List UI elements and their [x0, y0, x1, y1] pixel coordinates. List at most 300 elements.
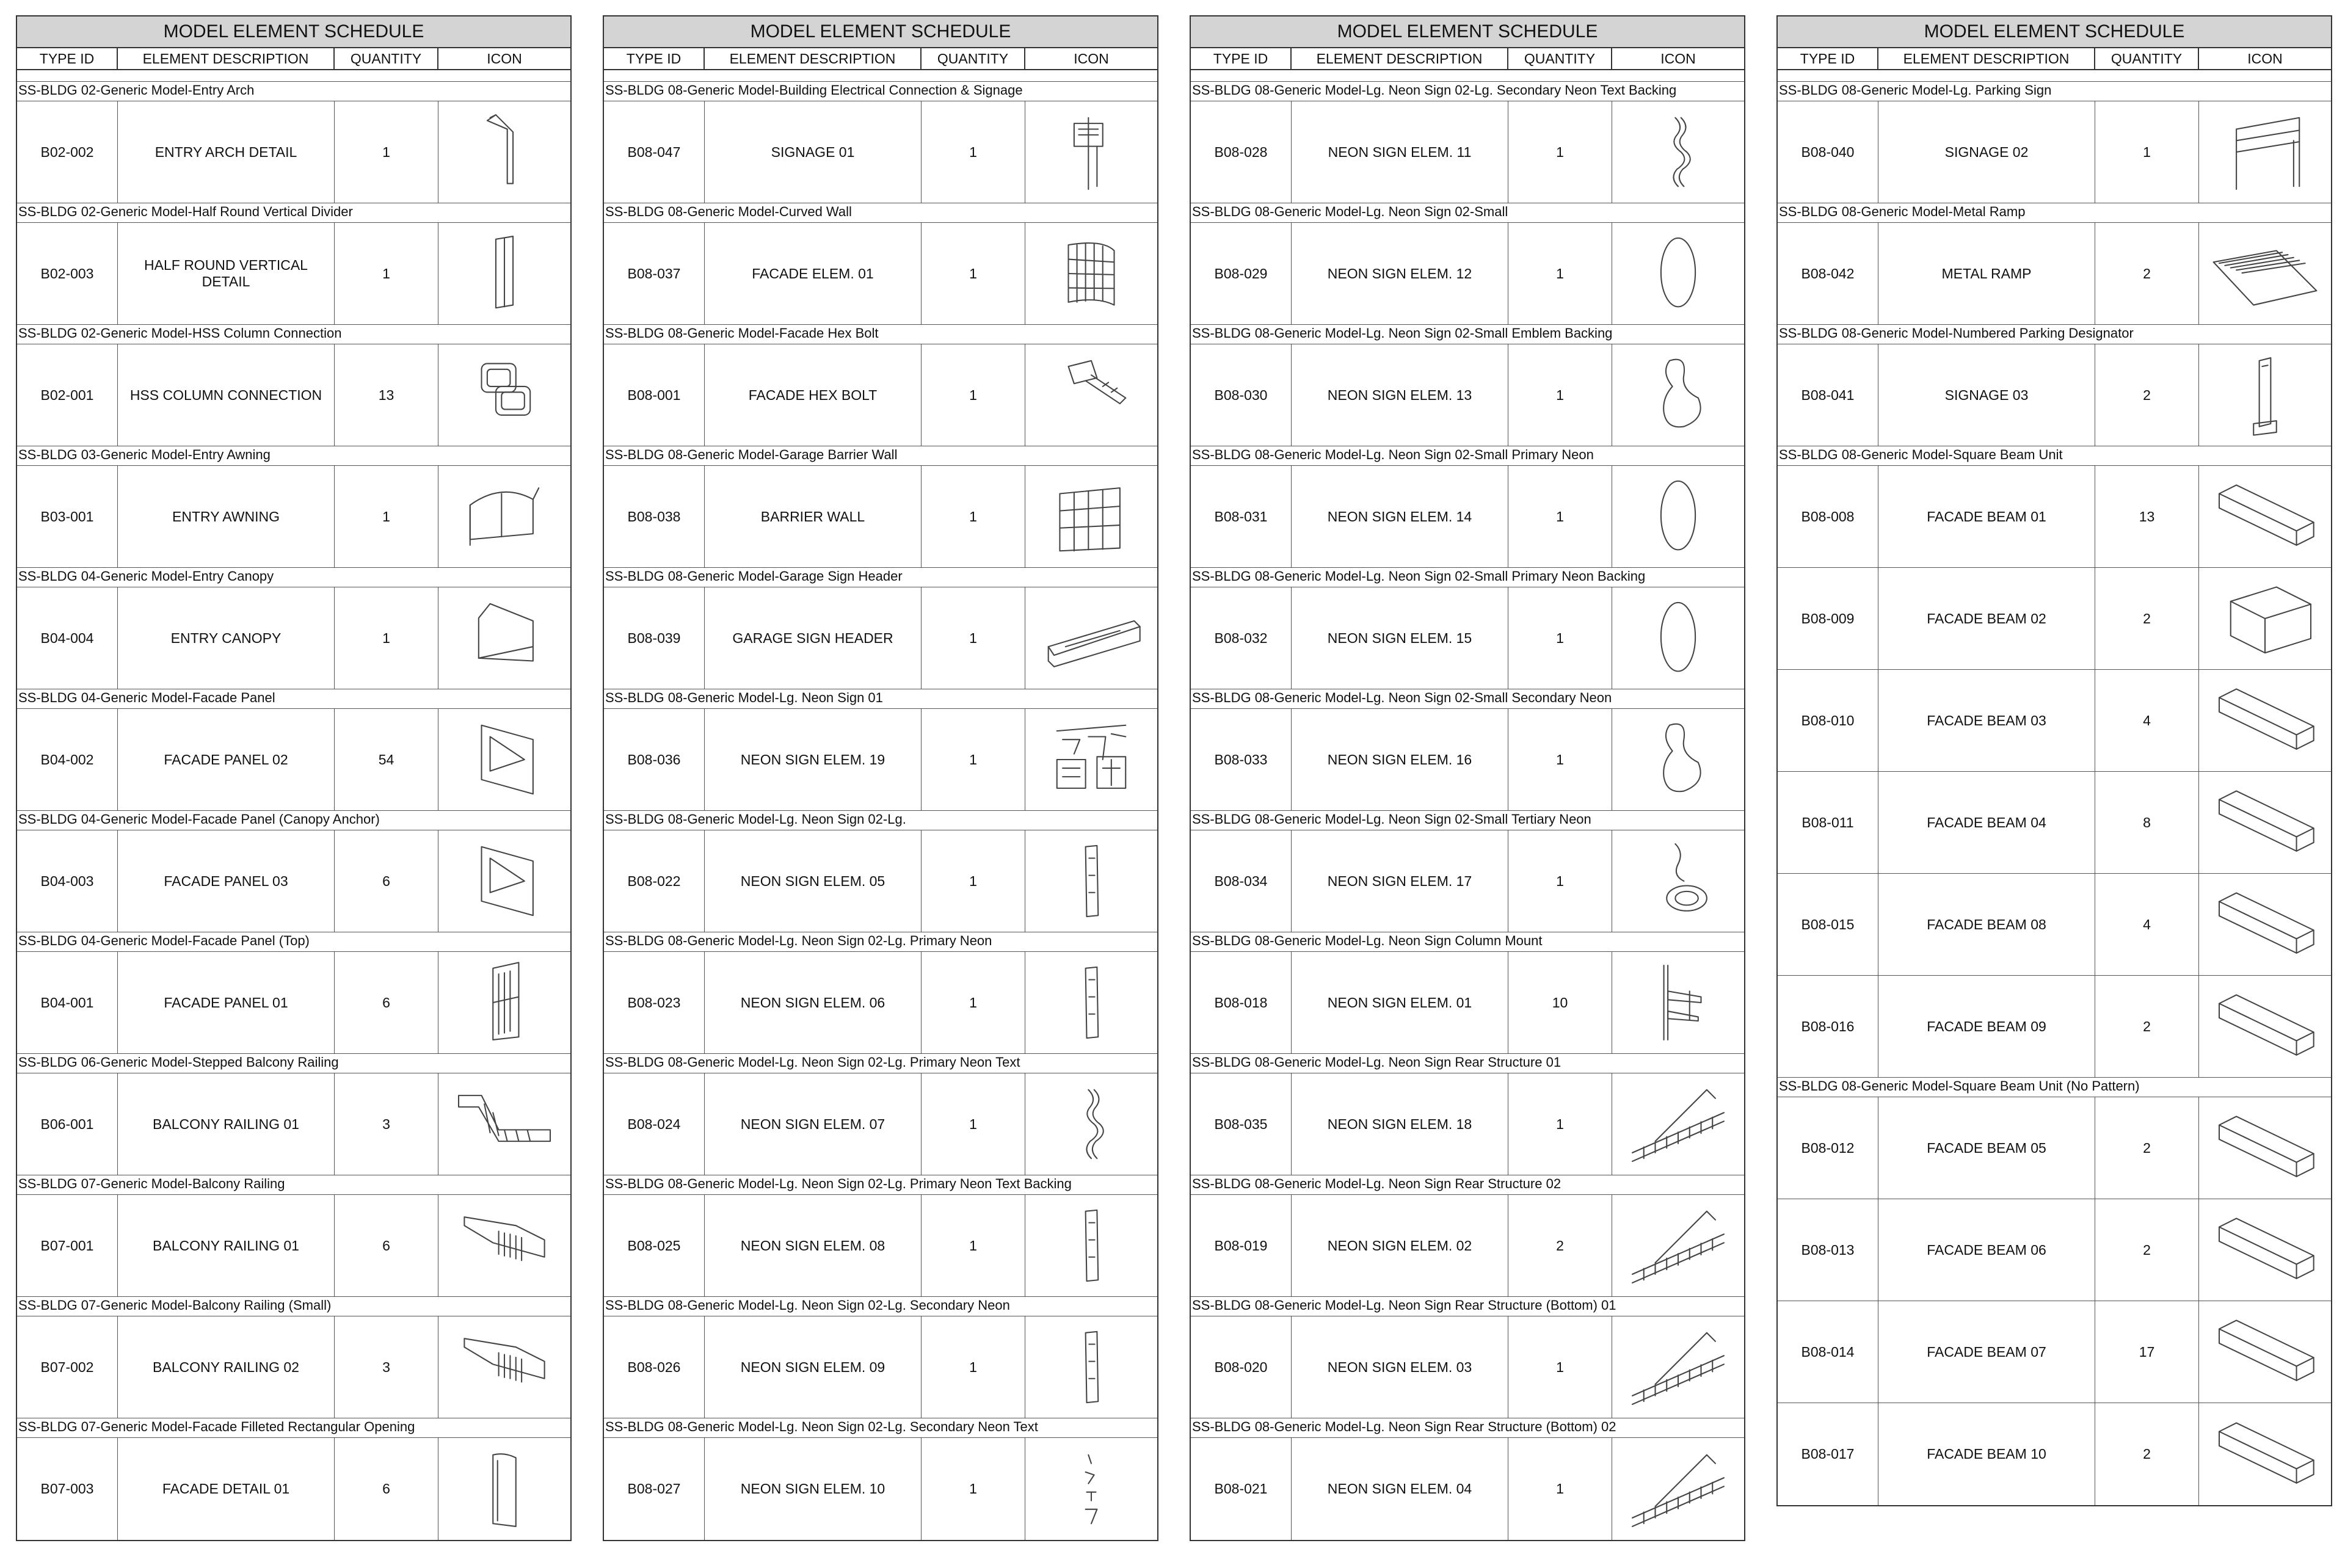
table-row[interactable]	[1778, 223, 2331, 325]
quantity-cell: 6	[335, 1195, 438, 1296]
description-cell: FACADE BEAM 04	[1878, 772, 2095, 873]
quantity-cell: 17	[2095, 1301, 2199, 1403]
type-id-cell: B08-038	[604, 466, 705, 567]
table-row[interactable]	[1191, 223, 1744, 325]
quantity-cell: 4	[2095, 670, 2199, 771]
table-row[interactable]	[17, 1195, 570, 1297]
icon-cell	[2199, 1097, 2331, 1199]
neon-emblem-icon	[1617, 714, 1739, 805]
column-header-row	[604, 48, 1157, 70]
quantity-cell: 2	[2095, 344, 2199, 446]
type-id-cell: B08-011	[1778, 772, 1878, 873]
icon-cell	[438, 830, 570, 932]
beam-icon	[2204, 981, 2326, 1072]
quantity-cell: 1	[335, 101, 438, 203]
stepped-railing-icon	[443, 1078, 565, 1170]
table-row[interactable]	[17, 587, 570, 689]
quantity-cell: 1	[922, 587, 1025, 689]
icon-cell	[438, 952, 570, 1053]
table-row[interactable]	[1778, 772, 2331, 874]
group-label: SS-BLDG 08-Generic Model-Square Beam Unit (No Pattern)	[1778, 1078, 2331, 1097]
type-id-cell: B07-001	[17, 1195, 118, 1296]
description-cell: FACADE ELEM. 01	[705, 223, 922, 324]
quantity-cell: 1	[922, 952, 1025, 1053]
table-row[interactable]	[1778, 568, 2331, 670]
table-row[interactable]	[604, 587, 1157, 689]
type-id-cell: B08-019	[1191, 1195, 1292, 1296]
type-id-cell: B03-001	[17, 466, 118, 567]
table-row[interactable]	[1778, 1097, 2331, 1199]
type-id-cell: B02-002	[17, 101, 118, 203]
group-label: SS-BLDG 08-Generic Model-Lg. Neon Sign 02-Small Tertiary Neon	[1191, 811, 1744, 830]
description-cell: GARAGE SIGN HEADER	[705, 587, 922, 689]
group-label: SS-BLDG 04-Generic Model-Entry Canopy	[17, 568, 570, 587]
description-cell: BALCONY RAILING 01	[118, 1073, 335, 1175]
description-cell: NEON SIGN ELEM. 02	[1292, 1195, 1508, 1296]
table-row[interactable]	[1778, 466, 2331, 568]
icon-cell	[2199, 874, 2331, 975]
table-row[interactable]	[604, 1438, 1157, 1540]
description-cell: SIGNAGE 02	[1878, 101, 2095, 203]
table-row[interactable]	[17, 1073, 570, 1175]
type-id-cell: B08-034	[1191, 830, 1292, 932]
icon-cell	[1025, 223, 1157, 324]
column-header: ELEMENT DESCRIPTION	[118, 48, 335, 69]
table-row[interactable]	[17, 830, 570, 932]
column-header: TYPE ID	[1191, 48, 1292, 69]
arch-icon	[443, 106, 565, 198]
column-connection-icon	[443, 349, 565, 441]
group-label: SS-BLDG 08-Generic Model-Lg. Neon Sign 02-Small Secondary Neon	[1191, 689, 1744, 709]
quantity-cell: 2	[1508, 1195, 1612, 1296]
icon-cell	[1612, 587, 1744, 689]
description-cell: SIGNAGE 01	[705, 101, 922, 203]
icon-cell	[2199, 101, 2331, 203]
description-cell: NEON SIGN ELEM. 17	[1292, 830, 1508, 932]
quantity-cell: 54	[335, 709, 438, 810]
table-row[interactable]	[604, 1316, 1157, 1418]
table-row[interactable]	[1778, 101, 2331, 203]
quantity-cell: 1	[1508, 587, 1612, 689]
description-cell: NEON SIGN ELEM. 03	[1292, 1316, 1508, 1418]
column-header: ICON	[487, 50, 522, 67]
neon-strip-icon	[1030, 1321, 1152, 1413]
table-row[interactable]	[1778, 976, 2331, 1078]
quantity-cell: 1	[1508, 1073, 1612, 1175]
column-header: ICON	[1074, 50, 1109, 67]
column-header-row	[17, 48, 570, 70]
type-id-cell: B08-018	[1191, 952, 1292, 1053]
table-row[interactable]	[17, 952, 570, 1054]
table-row[interactable]	[604, 223, 1157, 325]
icon-cell	[1025, 344, 1157, 446]
description-cell: FACADE HEX BOLT	[705, 344, 922, 446]
type-id-cell: B08-041	[1778, 344, 1878, 446]
table-row[interactable]	[1778, 344, 2331, 446]
louver-panel-icon	[443, 957, 565, 1048]
curved-wall-icon	[1030, 228, 1152, 319]
quantity-cell: 1	[922, 223, 1025, 324]
quantity-cell: 3	[335, 1316, 438, 1418]
group-label: SS-BLDG 08-Generic Model-Lg. Neon Sign 01	[604, 689, 1157, 709]
quantity-cell: 1	[922, 1316, 1025, 1418]
quantity-cell: 10	[1508, 952, 1612, 1053]
railing-icon	[443, 1200, 565, 1291]
type-id-cell: B04-003	[17, 830, 118, 932]
group-label: SS-BLDG 08-Generic Model-Lg. Neon Sign Rear Structure 02	[1191, 1175, 1744, 1195]
icon-cell	[2199, 1403, 2331, 1505]
group-label: SS-BLDG 08-Generic Model-Lg. Neon Sign Rear Structure 01	[1191, 1054, 1744, 1073]
group-label: SS-BLDG 06-Generic Model-Stepped Balcony Railing	[17, 1054, 570, 1073]
table-row[interactable]	[1191, 1073, 1744, 1175]
type-id-cell: B08-012	[1778, 1097, 1878, 1199]
table-row[interactable]	[1778, 1199, 2331, 1301]
neon-strip-icon	[1030, 1200, 1152, 1291]
group-label: SS-BLDG 04-Generic Model-Facade Panel (Top)	[17, 932, 570, 952]
quantity-cell: 2	[2095, 223, 2199, 324]
type-id-cell: B08-017	[1778, 1403, 1878, 1505]
type-id-cell: B08-035	[1191, 1073, 1292, 1175]
description-cell: FACADE BEAM 09	[1878, 976, 2095, 1077]
beam-icon	[2204, 1409, 2326, 1500]
type-id-cell: B08-047	[604, 101, 705, 203]
description-cell: HSS COLUMN CONNECTION	[118, 344, 335, 446]
type-id-cell: B08-014	[1778, 1301, 1878, 1403]
quantity-cell: 1	[335, 223, 438, 324]
type-id-cell: B08-028	[1191, 101, 1292, 203]
description-cell: NEON SIGN ELEM. 11	[1292, 101, 1508, 203]
table-row[interactable]	[1191, 587, 1744, 689]
type-id-cell: B08-040	[1778, 101, 1878, 203]
icon-cell	[1612, 830, 1744, 932]
canopy-icon	[443, 592, 565, 684]
table-row[interactable]	[604, 1195, 1157, 1297]
table-row[interactable]	[1778, 1301, 2331, 1403]
group-label: SS-BLDG 08-Generic Model-Lg. Neon Sign 02-Small	[1191, 203, 1744, 223]
description-cell: HALF ROUND VERTICAL DETAIL	[118, 223, 335, 324]
type-id-cell: B08-010	[1778, 670, 1878, 771]
table-row[interactable]	[1778, 874, 2331, 976]
group-label: SS-BLDG 08-Generic Model-Metal Ramp	[1778, 203, 2331, 223]
truss-icon	[1617, 1443, 1739, 1535]
quantity-cell: 1	[922, 344, 1025, 446]
quantity-cell: 1	[1508, 1316, 1612, 1418]
quantity-cell: 1	[922, 1073, 1025, 1175]
table-row[interactable]	[604, 952, 1157, 1054]
quantity-cell: 6	[335, 1438, 438, 1540]
group-label: SS-BLDG 04-Generic Model-Facade Panel	[17, 689, 570, 709]
header-spacer	[604, 70, 1157, 82]
table-row[interactable]	[1778, 1403, 2331, 1505]
schedule-title: MODEL ELEMENT SCHEDULE	[17, 16, 570, 48]
beam-icon	[2204, 1204, 2326, 1296]
icon-cell	[438, 466, 570, 567]
group-label: SS-BLDG 08-Generic Model-Lg. Neon Sign 02-Lg. Secondary Neon	[604, 1297, 1157, 1316]
column-header-row	[1191, 48, 1744, 70]
quantity-cell: 2	[2095, 568, 2199, 669]
column-mount-icon	[1617, 957, 1739, 1048]
icon-cell	[1025, 1073, 1157, 1175]
awning-icon	[443, 471, 565, 562]
description-cell: NEON SIGN ELEM. 09	[705, 1316, 922, 1418]
description-cell: FACADE PANEL 03	[118, 830, 335, 932]
table-row[interactable]	[1191, 466, 1744, 568]
schedule-title: MODEL ELEMENT SCHEDULE	[604, 16, 1157, 48]
header-spacer	[17, 70, 570, 82]
table-row[interactable]	[1191, 344, 1744, 446]
quantity-cell: 1	[922, 466, 1025, 567]
beam-icon	[2204, 777, 2326, 868]
type-id-cell: B06-001	[17, 1073, 118, 1175]
truss-icon	[1617, 1078, 1739, 1170]
neon-glyphs-icon	[1030, 1443, 1152, 1535]
group-label: SS-BLDG 08-Generic Model-Garage Barrier Wall	[604, 446, 1157, 466]
description-cell: NEON SIGN ELEM. 18	[1292, 1073, 1508, 1175]
group-label: SS-BLDG 08-Generic Model-Lg. Neon Sign 02-Lg. Primary Neon Text Backing	[604, 1175, 1157, 1195]
type-id-cell: B08-032	[1191, 587, 1292, 689]
table-row[interactable]	[1191, 830, 1744, 932]
icon-cell	[1025, 101, 1157, 203]
icon-cell	[2199, 344, 2331, 446]
railing-icon	[443, 1321, 565, 1413]
table-row[interactable]	[604, 466, 1157, 568]
quantity-cell: 3	[335, 1073, 438, 1175]
group-label: SS-BLDG 08-Generic Model-Garage Sign Header	[604, 568, 1157, 587]
quantity-cell: 13	[335, 344, 438, 446]
group-label: SS-BLDG 02-Generic Model-Entry Arch	[17, 82, 570, 101]
description-cell: FACADE DETAIL 01	[118, 1438, 335, 1540]
icon-cell	[1612, 101, 1744, 203]
neon-text-icon	[1030, 714, 1152, 805]
sign-header-icon	[1030, 592, 1152, 684]
post-sign-icon	[2204, 349, 2326, 441]
schedule-title: MODEL ELEMENT SCHEDULE	[1191, 16, 1744, 48]
column-header: ICON	[2247, 50, 2283, 67]
group-label: SS-BLDG 08-Generic Model-Lg. Neon Sign Rear Structure (Bottom) 02	[1191, 1418, 1744, 1438]
description-cell: BARRIER WALL	[705, 466, 922, 567]
table-row[interactable]	[604, 344, 1157, 446]
group-label: SS-BLDG 08-Generic Model-Lg. Neon Sign 02-Lg. Primary Neon	[604, 932, 1157, 952]
column-header: TYPE ID	[17, 48, 118, 69]
type-id-cell: B08-036	[604, 709, 705, 810]
icon-cell	[1025, 830, 1157, 932]
column-header-row	[1778, 48, 2331, 70]
icon-cell	[438, 101, 570, 203]
table-row[interactable]	[17, 101, 570, 203]
description-cell: FACADE BEAM 05	[1878, 1097, 2095, 1199]
type-id-cell: B07-002	[17, 1316, 118, 1418]
icon-cell	[1025, 1195, 1157, 1296]
column-header: ELEMENT DESCRIPTION	[1878, 48, 2095, 69]
description-cell: NEON SIGN ELEM. 13	[1292, 344, 1508, 446]
neon-emblem-icon	[1617, 349, 1739, 441]
icon-cell	[1025, 466, 1157, 567]
group-label: SS-BLDG 08-Generic Model-Lg. Neon Sign 02-Lg. Secondary Neon Text	[604, 1418, 1157, 1438]
icon-cell	[438, 587, 570, 689]
table-row[interactable]	[1778, 670, 2331, 772]
group-label: SS-BLDG 08-Generic Model-Lg. Neon Sign Rear Structure (Bottom) 01	[1191, 1297, 1744, 1316]
type-id-cell: B08-042	[1778, 223, 1878, 324]
table-row[interactable]	[1191, 709, 1744, 811]
icon-cell	[1612, 709, 1744, 810]
group-label: SS-BLDG 08-Generic Model-Numbered Parking Designator	[1778, 325, 2331, 344]
icon-cell	[2199, 223, 2331, 324]
quantity-cell: 1	[1508, 1438, 1612, 1540]
group-label: SS-BLDG 08-Generic Model-Curved Wall	[604, 203, 1157, 223]
type-id-cell: B08-013	[1778, 1199, 1878, 1301]
signage-icon	[1030, 106, 1152, 198]
description-cell: FACADE BEAM 03	[1878, 670, 2095, 771]
table-row[interactable]	[17, 223, 570, 325]
quantity-cell: 1	[922, 101, 1025, 203]
type-id-cell: B08-015	[1778, 874, 1878, 975]
column-header: TYPE ID	[1778, 48, 1878, 69]
table-row[interactable]	[17, 1438, 570, 1540]
description-cell: FACADE BEAM 07	[1878, 1301, 2095, 1403]
description-cell: FACADE BEAM 08	[1878, 874, 2095, 975]
hex-bolt-icon	[1030, 349, 1152, 441]
quantity-cell: 1	[1508, 466, 1612, 567]
beam-icon	[2204, 1306, 2326, 1398]
icon-cell	[2199, 466, 2331, 567]
description-cell: NEON SIGN ELEM. 15	[1292, 587, 1508, 689]
table-row[interactable]	[1191, 1316, 1744, 1418]
divider-icon	[443, 228, 565, 319]
table-row[interactable]	[17, 1316, 570, 1418]
beam-icon	[2204, 675, 2326, 766]
description-cell: BALCONY RAILING 02	[118, 1316, 335, 1418]
group-label: SS-BLDG 08-Generic Model-Lg. Neon Sign 02-Lg.	[604, 811, 1157, 830]
quantity-cell: 1	[1508, 223, 1612, 324]
icon-cell	[2199, 1301, 2331, 1403]
quantity-cell: 1	[1508, 830, 1612, 932]
icon-cell	[1612, 466, 1744, 567]
icon-cell	[1025, 587, 1157, 689]
table-row[interactable]	[604, 830, 1157, 932]
table-row[interactable]	[1191, 952, 1744, 1054]
icon-cell	[1612, 952, 1744, 1053]
quantity-cell: 2	[2095, 1403, 2199, 1505]
description-cell: NEON SIGN ELEM. 06	[705, 952, 922, 1053]
description-cell: ENTRY AWNING	[118, 466, 335, 567]
type-id-cell: B04-002	[17, 709, 118, 810]
neon-squiggle-icon	[1617, 106, 1739, 198]
type-id-cell: B08-026	[604, 1316, 705, 1418]
type-id-cell: B08-024	[604, 1073, 705, 1175]
table-row[interactable]	[1191, 1438, 1744, 1540]
block-icon	[2204, 573, 2326, 664]
icon-cell	[438, 1073, 570, 1175]
schedule-title: MODEL ELEMENT SCHEDULE	[1778, 16, 2331, 48]
column-header: QUANTITY	[922, 48, 1025, 69]
type-id-cell: B08-033	[1191, 709, 1292, 810]
quantity-cell: 2	[2095, 1199, 2199, 1301]
description-cell: NEON SIGN ELEM. 12	[1292, 223, 1508, 324]
beam-icon	[2204, 1102, 2326, 1194]
neon-oval-icon	[1617, 228, 1739, 319]
icon-cell	[1612, 344, 1744, 446]
type-id-cell: B08-039	[604, 587, 705, 689]
column-header: QUANTITY	[335, 48, 438, 69]
icon-cell	[438, 1438, 570, 1540]
schedule-table	[603, 15, 1158, 1541]
description-cell: SIGNAGE 03	[1878, 344, 2095, 446]
parking-sign-icon	[2204, 106, 2326, 198]
table-row[interactable]	[604, 1073, 1157, 1175]
quantity-cell: 13	[2095, 466, 2199, 567]
table-row[interactable]	[1191, 101, 1744, 203]
description-cell: FACADE BEAM 06	[1878, 1199, 2095, 1301]
description-cell: NEON SIGN ELEM. 10	[705, 1438, 922, 1540]
table-row[interactable]	[604, 101, 1157, 203]
neon-disc-icon	[1617, 835, 1739, 927]
type-id-cell: B04-004	[17, 587, 118, 689]
type-id-cell: B08-008	[1778, 466, 1878, 567]
icon-cell	[2199, 1199, 2331, 1301]
quantity-cell: 6	[335, 830, 438, 932]
group-label: SS-BLDG 08-Generic Model-Lg. Neon Sign 02-Lg. Secondary Neon Text Backing	[1191, 82, 1744, 101]
group-label: SS-BLDG 02-Generic Model-HSS Column Connection	[17, 325, 570, 344]
quantity-cell: 1	[922, 1438, 1025, 1540]
icon-cell	[438, 709, 570, 810]
table-row[interactable]	[17, 466, 570, 568]
group-label: SS-BLDG 02-Generic Model-Half Round Vertical Divider	[17, 203, 570, 223]
description-cell: NEON SIGN ELEM. 14	[1292, 466, 1508, 567]
description-cell: FACADE BEAM 02	[1878, 568, 2095, 669]
group-label: SS-BLDG 08-Generic Model-Lg. Neon Sign 02-Lg. Primary Neon Text	[604, 1054, 1157, 1073]
neon-strip-icon	[1030, 957, 1152, 1048]
icon-cell	[2199, 976, 2331, 1077]
description-cell: FACADE BEAM 10	[1878, 1403, 2095, 1505]
icon-cell	[1025, 952, 1157, 1053]
quantity-cell: 1	[335, 466, 438, 567]
description-cell: NEON SIGN ELEM. 08	[705, 1195, 922, 1296]
description-cell: FACADE BEAM 01	[1878, 466, 2095, 567]
neon-oval-icon	[1617, 471, 1739, 562]
column-header: QUANTITY	[1508, 48, 1612, 69]
icon-cell	[1612, 1316, 1744, 1418]
table-row[interactable]	[604, 709, 1157, 811]
facade-panel-icon	[443, 835, 565, 927]
type-id-cell: B07-003	[17, 1438, 118, 1540]
icon-cell	[2199, 568, 2331, 669]
icon-cell	[1612, 1438, 1744, 1540]
truss-icon	[1617, 1321, 1739, 1413]
group-label: SS-BLDG 08-Generic Model-Lg. Neon Sign 02-Small Primary Neon Backing	[1191, 568, 1744, 587]
description-cell: FACADE PANEL 02	[118, 709, 335, 810]
header-spacer	[1778, 70, 2331, 82]
table-row[interactable]	[1191, 1195, 1744, 1297]
neon-strip-icon	[1030, 835, 1152, 927]
group-label: SS-BLDG 08-Generic Model-Lg. Neon Sign 02-Small Emblem Backing	[1191, 325, 1744, 344]
table-row[interactable]	[17, 344, 570, 446]
type-id-cell: B08-020	[1191, 1316, 1292, 1418]
group-label: SS-BLDG 08-Generic Model-Facade Hex Bolt	[604, 325, 1157, 344]
group-label: SS-BLDG 08-Generic Model-Square Beam Unit	[1778, 446, 2331, 466]
icon-cell	[1612, 1195, 1744, 1296]
neon-oval-icon	[1617, 592, 1739, 684]
group-label: SS-BLDG 08-Generic Model-Building Electrical Connection & Signage	[604, 82, 1157, 101]
type-id-cell: B08-001	[604, 344, 705, 446]
icon-cell	[2199, 772, 2331, 873]
type-id-cell: B08-031	[1191, 466, 1292, 567]
icon-cell	[1612, 1073, 1744, 1175]
table-row[interactable]	[17, 709, 570, 811]
column-header: ELEMENT DESCRIPTION	[705, 48, 922, 69]
description-cell: METAL RAMP	[1878, 223, 2095, 324]
icon-cell	[1025, 1438, 1157, 1540]
quantity-cell: 1	[922, 1195, 1025, 1296]
